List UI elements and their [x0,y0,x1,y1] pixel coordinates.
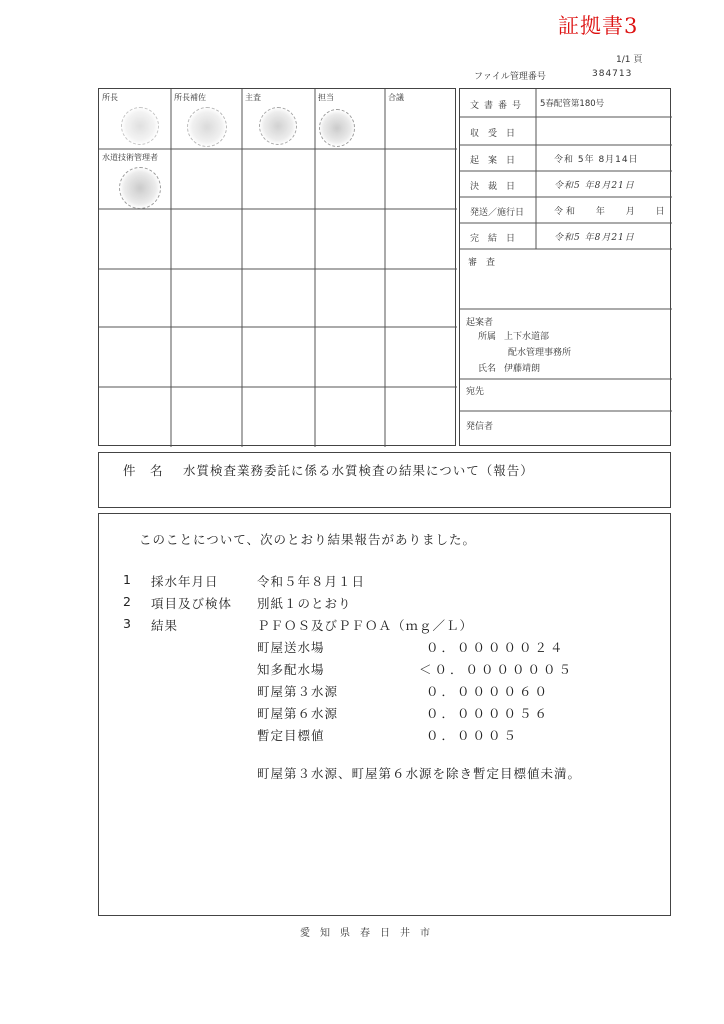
decided-date-label: 決裁日 [470,182,525,192]
register-panel [459,88,671,446]
drafted-date-label: 起案日 [470,156,525,166]
item-value-items: 別紙１のとおり [257,596,352,611]
seal-stamp [259,107,297,145]
result-site: 暫定目標値 [257,728,325,743]
result-value: ０．００００５６ [426,706,551,721]
item-number: 2 [123,594,132,609]
footer-city-name: 愛 知 県 春 日 井 市 [300,928,430,939]
approval-col-chief: 主査 [245,93,261,102]
dept-line1: 上下水道部 [504,332,550,342]
item-number: 3 [123,616,132,631]
approval-col-staff: 担当 [318,93,334,102]
result-site: 町屋送水場 [257,640,325,655]
item-label-items: 項目及び検体 [151,596,233,611]
drafter-label: 起案者 [466,318,494,328]
drafter-name: 伊藤靖朗 [504,364,541,374]
conclusion-text: 町屋第３水源、町屋第６水源を除き暫定目標値未満。 [257,766,582,781]
result-value: ０．００００６０ [426,684,551,699]
seal-stamp [319,109,355,147]
completed-date-label: 完結日 [470,234,525,244]
review-label: 審査 [468,258,505,268]
item-number: 1 [123,572,132,587]
seal-stamp [187,107,227,147]
result-site: 町屋第６水源 [257,706,339,721]
item-label-sampling-date: 採水年月日 [151,574,219,589]
approval-col-consult: 合議 [388,93,404,102]
intro-text: このことについて、次のとおり結果報告がありました。 [139,532,477,547]
file-number-label: ファイル管理番号 [474,72,546,82]
subject-box [98,452,671,508]
destination-label: 宛先 [466,387,485,397]
dept-label: 所属 [478,332,497,342]
decided-date-value: 令和5 年8月21日 [554,181,635,191]
file-number: 384713 [592,69,633,79]
approval-row-water-manager: 水道技術管理者 [102,153,158,162]
seal-stamp [121,107,159,145]
item-value-sampling-date: 令和５年８月１日 [257,574,366,589]
result-value: ０．０００５ [426,728,520,743]
sent-date-label: 発送／施行日 [470,208,525,218]
name-label: 氏名 [478,364,497,374]
seal-stamp [119,167,161,209]
doc-number-value: 5春配管第180号 [540,99,605,109]
result-value: ＜０．００００００５ [419,662,575,677]
result-site: 町屋第３水源 [257,684,339,699]
approval-col-deputy: 所長補佐 [174,93,206,102]
sent-date-value: 令和 年 月 日 [554,207,668,217]
item-label-results: 結果 [151,618,179,633]
completed-date-value: 令和5 年8月21日 [554,233,635,243]
sender-label: 発信者 [466,422,494,432]
approval-col-director: 所長 [102,93,118,102]
register-grid-lines [460,89,672,447]
received-date-label: 収受日 [470,129,525,139]
approval-grid [98,88,456,446]
drafted-date-value: 令和 5年 8月14日 [554,155,639,165]
subject-label: 件 名 [123,463,164,478]
result-value: ０．０００００２４ [426,640,566,655]
dept-line2: 配水管理事務所 [508,348,572,358]
subject-text: 水質検査業務委託に係る水質検査の結果について（報告） [183,463,534,478]
result-site: 知多配水場 [257,662,325,677]
item-value-results-header: ＰＦＯＳ及びＰＦＯＡ（ｍｇ／Ｌ） [257,618,474,633]
doc-number-label: 文書番号 [470,101,527,111]
body-box [98,513,671,916]
page-indicator: 1/1 頁 [616,55,643,65]
handwritten-evidence-label: 証拠書3 [558,14,639,38]
